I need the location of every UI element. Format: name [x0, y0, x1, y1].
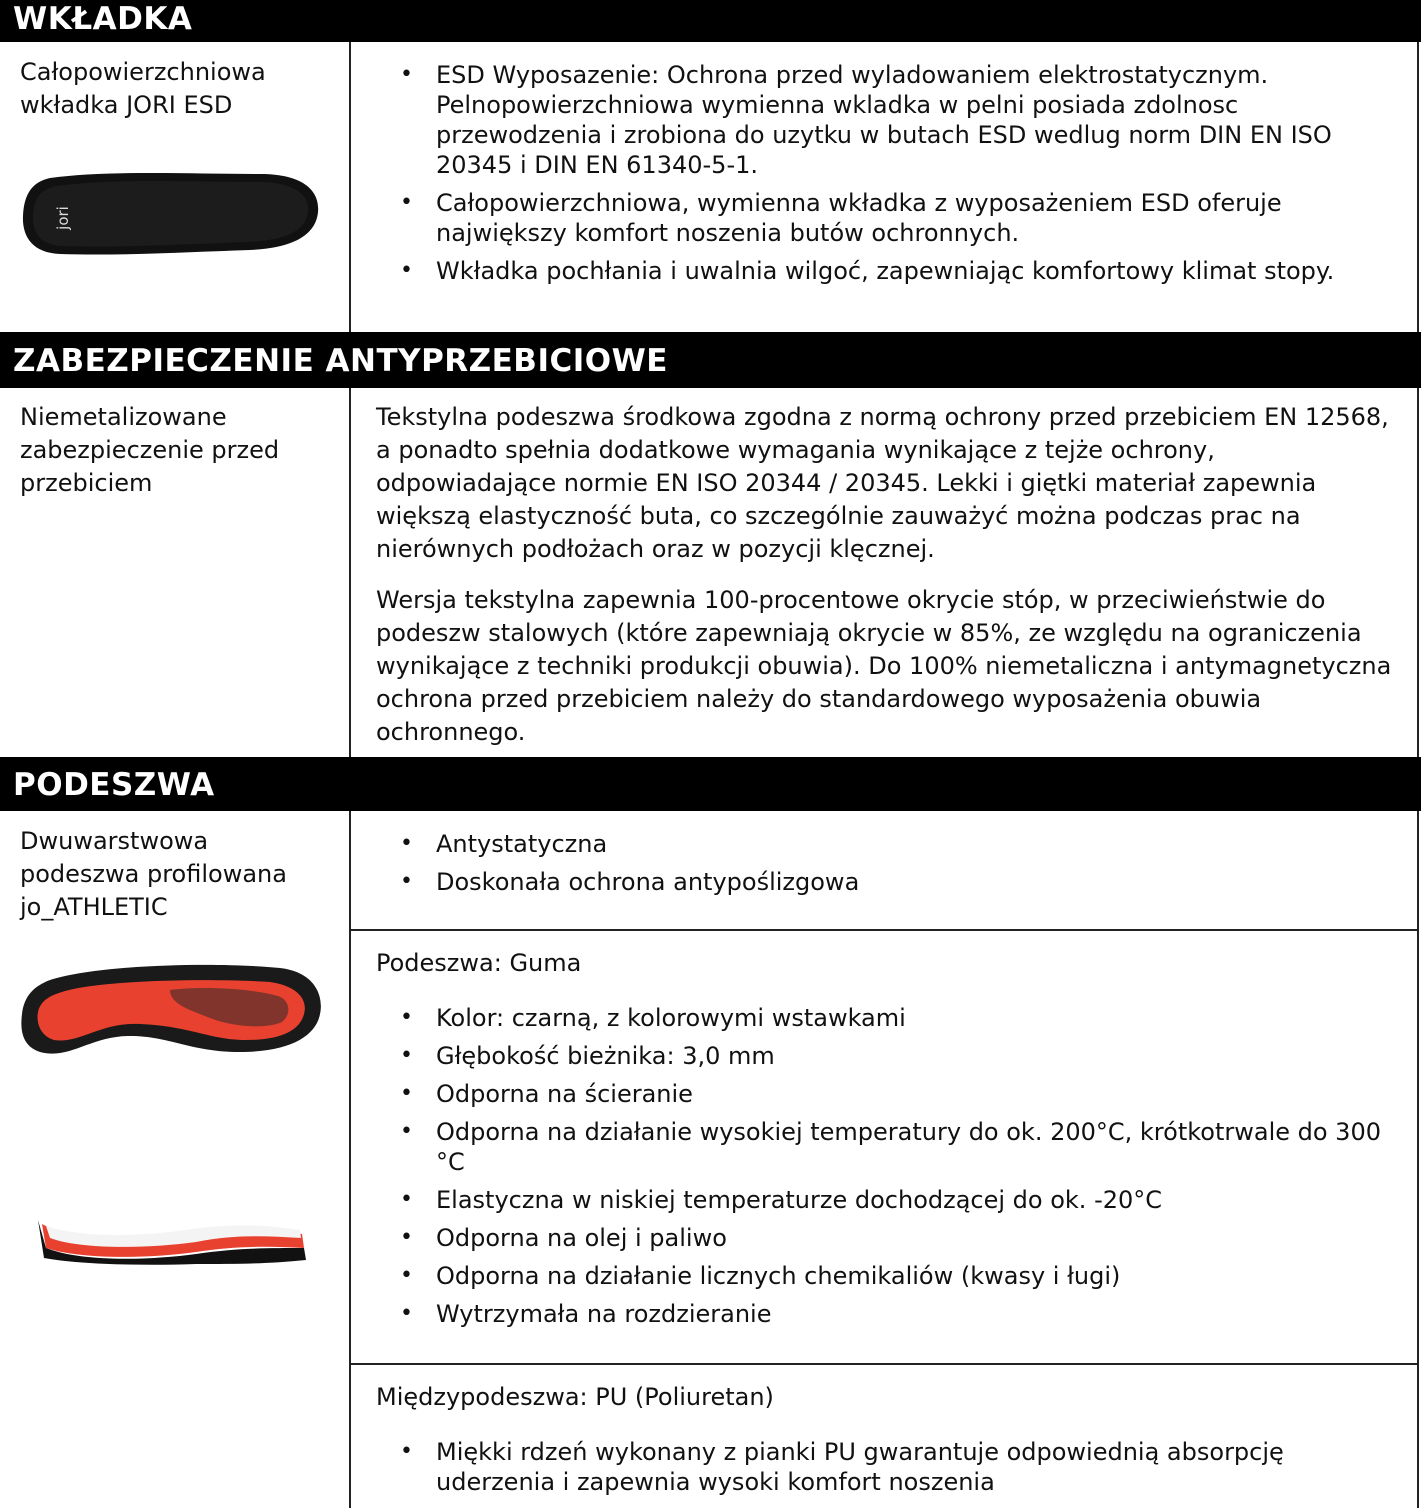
list-item: • Całopowierzchniowa, wymienna wkładka z wyposażeniem ESD oferuje największy komfort noszenia butów ochronnych. [400, 188, 1400, 248]
section-title: ZABEZPIECZENIE ANTYPRZEBICIOWE [13, 343, 668, 379]
list-item: • Kolor: czarną, z kolorowymi wstawkami [400, 1003, 1400, 1033]
list-item: • Doskonała ochrona antypoślizgowa [400, 867, 1400, 897]
puncture-paragraph-2: Wersja tekstylna zapewnia 100-procentowe okrycie stóp, w przeciwieństwie do podeszw stalowych (które zapewniają okrycie w 85%, ze względu na ograniczenia wynikające z techniki produkcji obuwia). Do 100% niemetaliczna i antymagnetyczna ochrona przed przebiciem należy do standardowego wyposażenia obuwia ochronnego. [376, 586, 1392, 746]
section-title: WKŁADKA [13, 1, 193, 37]
list-item: • Wytrzymała na rozdzieranie [400, 1299, 1400, 1329]
section-header-zabezpieczenie [0, 332, 1421, 388]
column-divider [349, 388, 351, 757]
list-item: • Odporna na olej i paliwo [400, 1223, 1400, 1253]
column-divider [349, 42, 351, 332]
row-divider [349, 1363, 1419, 1365]
list-item: • Elastyczna w niskiej temperaturze dochodzącej do ok. -20°C [400, 1185, 1400, 1215]
pu-bullets [400, 1437, 1400, 1505]
sole-side-image [36, 1218, 308, 1270]
list-item: • Odporna na działanie wysokiej temperatury do ok. 200°C, krótkotrwale do 300 °C [400, 1117, 1400, 1177]
insole-bullets [400, 60, 1400, 294]
puncture-protection-label: Niemetalizowane zabezpieczenie przed przebiciem [20, 403, 280, 497]
section-header-podeszwa [0, 757, 1421, 811]
right-border [1417, 388, 1419, 757]
rubber-heading: Podeszwa: Guma [376, 949, 582, 977]
list-item: • ESD Wyposazenie: Ochrona przed wyladowaniem elektrostatycznym. Pelnopowierzchniowa wymienna wkladka w pelni posiada zdolnosc przewodzenia i zrobiona do uzytku w butach ESD wedlug norm DIN EN ISO 20345 i DIN EN 61340-5-1. [400, 60, 1400, 180]
insole-label: Całopowierzchniowa wkładka JORI ESD [20, 58, 266, 119]
puncture-paragraph-1: Tekstylna podeszwa środkowa zgodna z normą ochrony przed przebiciem EN 12568, a ponadto spełnia dodatkowe wymagania wynikające z tejże ochrony, odpowiadające normie EN ISO 20344 / 20345. Lekki i giętki materiał zapewnia większą elastyczność buta, co szczególnie zauważyć można podczas prac na nierównych podłożach oraz w pozycji klęcznej. [376, 403, 1389, 563]
right-border [1417, 811, 1419, 1508]
insole-image [20, 168, 322, 260]
pu-heading: Międzypodeszwa: PU (Poliuretan) [376, 1383, 774, 1411]
right-border [1417, 42, 1419, 332]
section-header-wkladka [0, 0, 1421, 42]
sole-label: Dwuwarstwowa podeszwa profilowana jo_ATHLETIC [20, 827, 287, 921]
column-divider [349, 811, 351, 1508]
list-item: • Głębokość bieżnika: 3,0 mm [400, 1041, 1400, 1071]
list-item: • Odporna na działanie licznych chemikaliów (kwasy i ługi) [400, 1261, 1400, 1291]
jori-logo: jori [54, 206, 72, 230]
list-item: • Miękki rdzeń wykonany z pianki PU gwarantuje odpowiednią absorpcję uderzenia i zapewnia wysoki komfort noszenia [400, 1437, 1400, 1497]
section-title: PODESZWA [13, 767, 215, 803]
list-item: • Wkładka pochłania i uwalnia wilgoć, zapewniając komfortowy klimat stopy. [400, 256, 1400, 286]
list-item: • Odporna na ścieranie [400, 1079, 1400, 1109]
sole-bottom-image [20, 960, 324, 1060]
sole-top-bullets [400, 829, 1400, 905]
rubber-bullets [400, 1003, 1400, 1337]
row-divider [349, 929, 1419, 931]
list-item: • Antystatyczna [400, 829, 1400, 859]
